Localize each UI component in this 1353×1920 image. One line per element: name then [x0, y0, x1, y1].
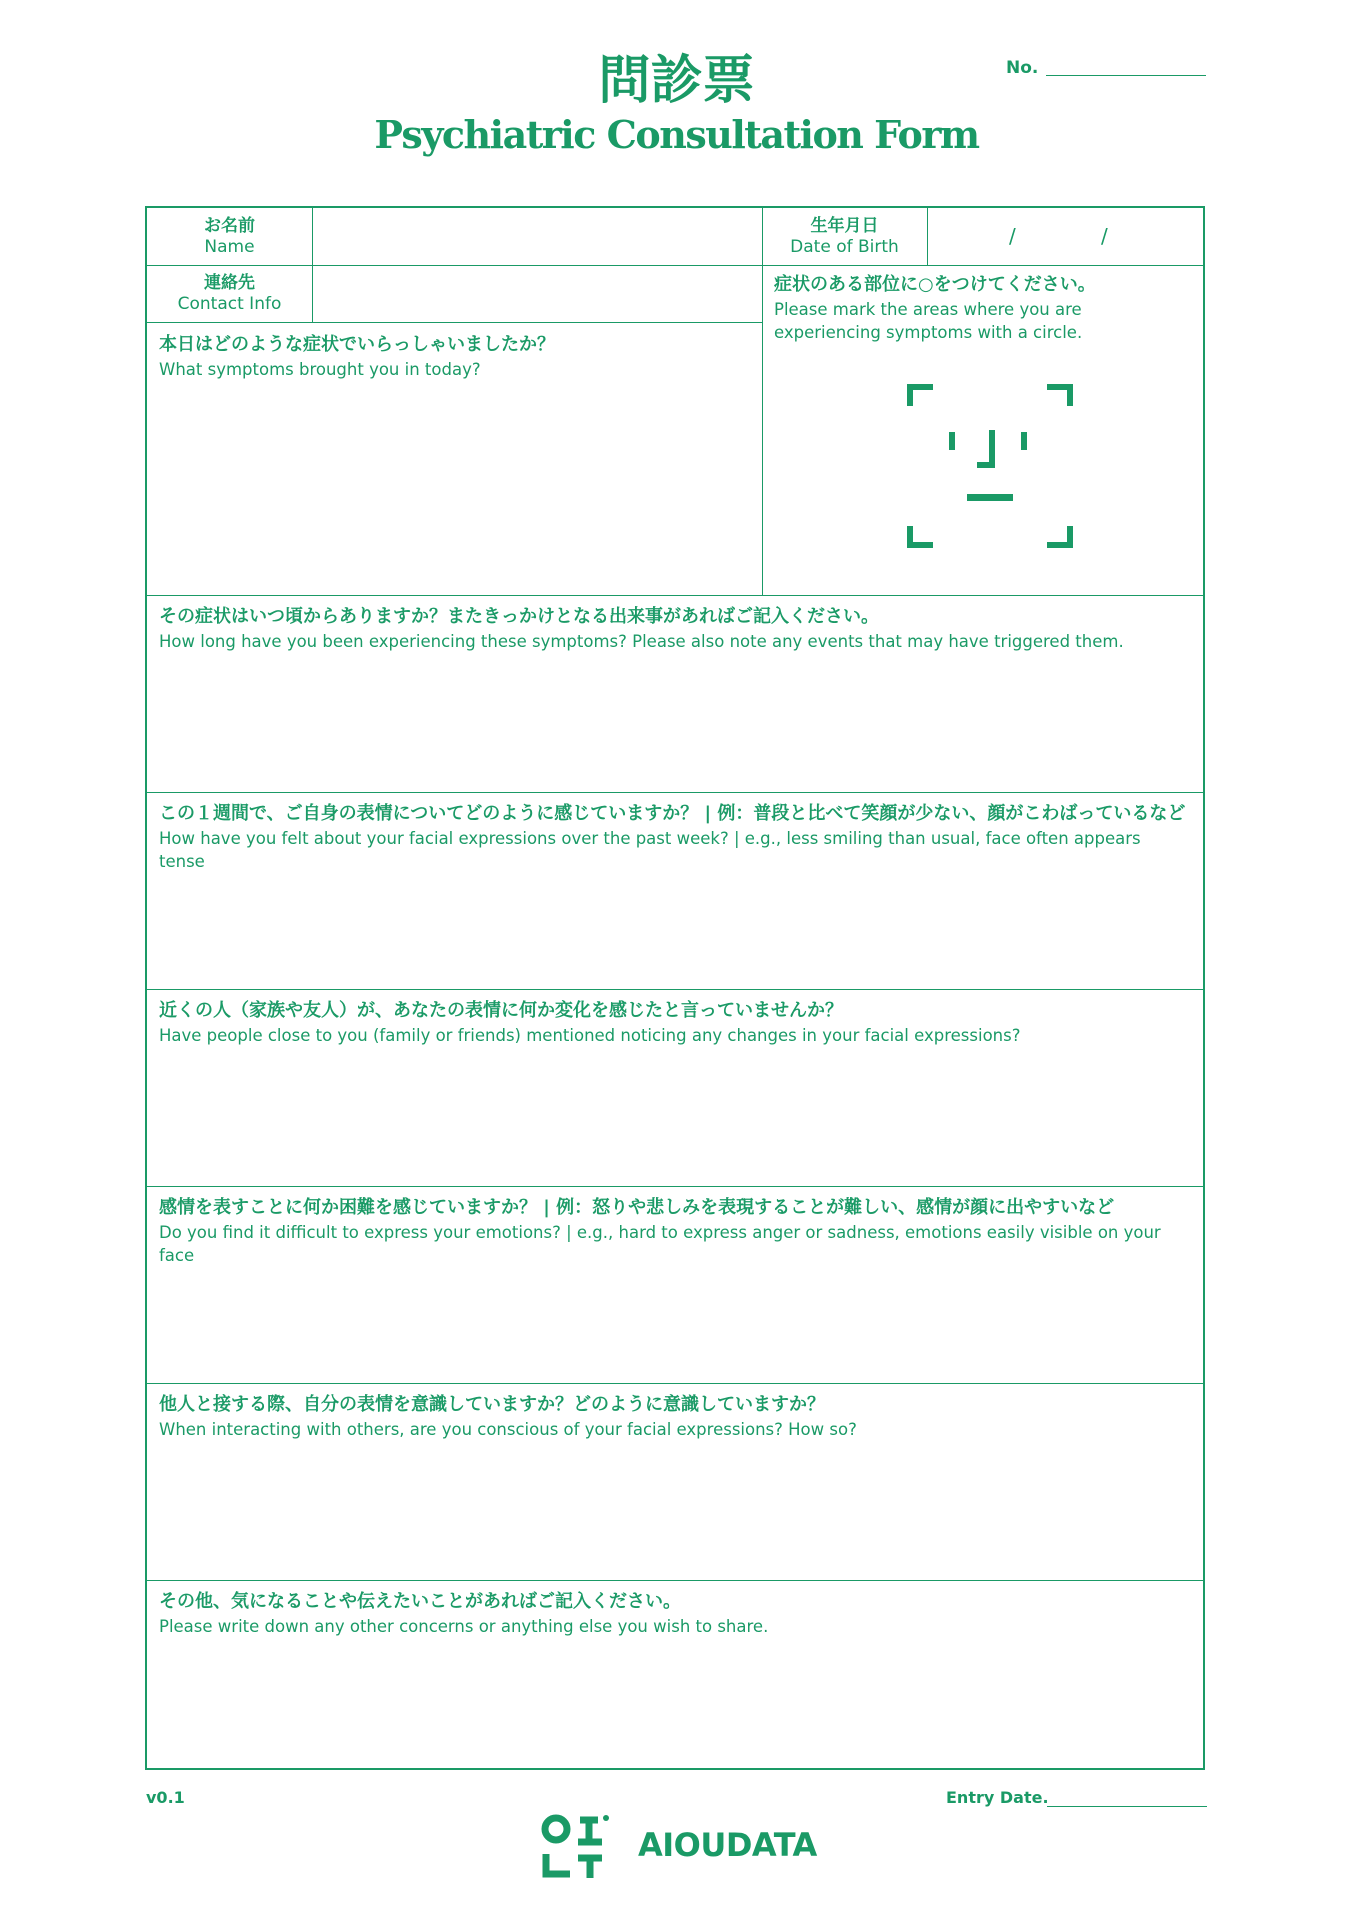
face-mouth	[967, 494, 1013, 501]
face-diagram[interactable]	[907, 384, 1077, 554]
dob-label-en: Date of Birth	[790, 237, 899, 257]
name-label	[147, 216, 312, 258]
dob-separator: /	[1101, 224, 1108, 248]
question-jp: その症状はいつ頃からありますか？またきっかけとなる出来事があればご記入ください。	[159, 606, 879, 627]
title-english: Psychiatric Consultation Form	[374, 112, 979, 157]
question-express-emotions[interactable]	[159, 1195, 1191, 1375]
contact-label	[147, 273, 312, 315]
question-jp: 他人と接する際、自分の表情を意識していますか？どのように意識していますか？	[159, 1394, 825, 1415]
face-eye-right	[1021, 432, 1027, 450]
name-label-en: Name	[204, 237, 255, 257]
consultation-form	[145, 206, 1205, 1770]
dob-label-jp: 生年月日	[810, 216, 879, 236]
contact-label-jp: 連絡先	[204, 273, 255, 293]
question-en: Have people close to you (family or friends) mentioned noticing any changes in your facial expressions?	[159, 1026, 1021, 1045]
question-jp: その他、気になることや伝えたいことがあればご記入ください。	[159, 1591, 681, 1612]
divider	[762, 208, 763, 595]
divider	[147, 989, 1203, 990]
title-japanese: 問診票	[598, 50, 755, 111]
form-number-field[interactable]	[1046, 75, 1206, 76]
face-eye-left	[949, 432, 955, 450]
question-jp: 近くの人（家族や友人）が、あなたの表情に何か変化を感じたと言っていませんか？	[159, 1000, 843, 1021]
question-en: When interacting with others, are you conscious of your facial expressions? How so?	[159, 1420, 857, 1439]
name-input[interactable]	[314, 210, 760, 263]
divider	[147, 792, 1203, 793]
face-instruction-jp: 症状のある部位に○をつけてください。	[774, 274, 1096, 295]
divider	[147, 1383, 1203, 1384]
question-en: How have you felt about your facial expressions over the past week? | e.g., less smiling than usual, face often appears tense	[159, 829, 1141, 871]
question-en: What symptoms brought you in today?	[159, 360, 481, 379]
contact-label-en: Contact Info	[177, 294, 282, 314]
question-jp: この１週間で、ご自身の表情についてどのように感じていますか？ | 例：普段と比べて笑顔が少ない、顔がこわばっているなど	[159, 803, 1186, 824]
dob-input[interactable]	[929, 210, 1201, 263]
question-other-concerns[interactable]	[159, 1589, 1191, 1764]
divider	[147, 1580, 1203, 1581]
question-facial-expression-week[interactable]	[159, 801, 1191, 981]
brand-name: AIOUDATA	[638, 1826, 817, 1864]
divider	[147, 595, 1203, 596]
version-label: v0.1	[146, 1788, 185, 1807]
divider	[927, 208, 928, 265]
question-jp: 本日はどのような症状でいらっしゃいましたか？	[159, 334, 555, 355]
divider	[147, 322, 762, 323]
question-onset[interactable]	[159, 604, 1191, 784]
divider	[147, 1186, 1203, 1187]
aioudata-logo-icon	[540, 1812, 612, 1882]
entry-date-field[interactable]	[1047, 1806, 1207, 1807]
dob-separator: /	[1009, 224, 1016, 248]
face-instruction	[774, 272, 1191, 344]
dob-label	[762, 216, 927, 258]
form-number-label: No.	[1006, 58, 1039, 78]
question-noticed-changes[interactable]	[159, 998, 1191, 1178]
question-en: How long have you been experiencing these symptoms? Please also note any events that may have triggered them.	[159, 632, 1124, 651]
face-instruction-en: Please mark the areas where you are experiencing symptoms with a circle.	[774, 300, 1083, 342]
question-conscious-expression[interactable]	[159, 1392, 1191, 1572]
question-symptoms[interactable]	[159, 332, 753, 587]
question-en: Please write down any other concerns or anything else you wish to share.	[159, 1617, 769, 1636]
name-label-jp: お名前	[204, 216, 255, 236]
entry-date-label: Entry Date.	[946, 1788, 1049, 1807]
divider	[147, 265, 1203, 266]
contact-input[interactable]	[314, 267, 760, 320]
question-jp: 感情を表すことに何か困難を感じていますか？ | 例：怒りや悲しみを表現することが難しい、感情が顔に出やすいなど	[159, 1197, 1115, 1218]
question-en: Do you find it difficult to express your emotions? | e.g., hard to express anger or sadness, emotions easily visible on your face	[159, 1223, 1161, 1265]
